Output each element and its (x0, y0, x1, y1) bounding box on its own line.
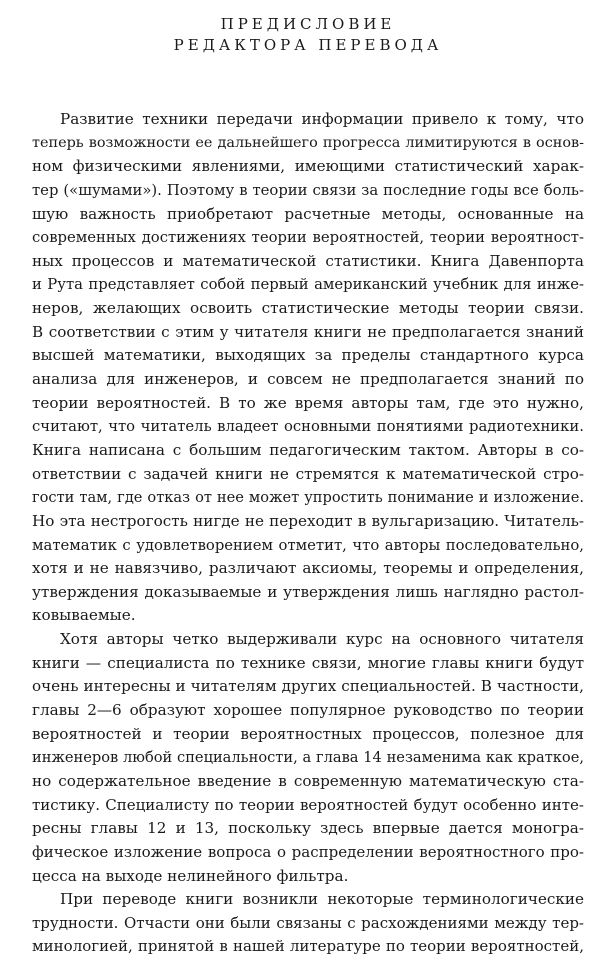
text-line: минологией, принятой в нашей литературе по теории вероятностей, (32, 937, 584, 956)
text-line: неров, желающих освоить статистические методы теории связи. (32, 299, 584, 318)
text-line: хотя и не навязчиво, различают аксиомы, теоремы и определения, (32, 559, 584, 578)
text-line: высшей математики, выходящих за пределы стандартного курса (32, 346, 584, 365)
text-line: теперь возможности ее дальнейшего прогресса лимитируются в основ- (32, 134, 584, 151)
text-line: утверждения доказываемые и утверждения лишь наглядно растол- (32, 582, 584, 601)
text-line: ресны главы 12 и 13, поскольку здесь впервые дается моногра- (32, 819, 584, 838)
text-line: математик с удовлетворением отметит, что авторы последовательно, (32, 536, 584, 554)
text-line: ковываемые. (32, 606, 136, 625)
text-line: трудности. Отчасти они были связаны с расхождениями между тер- (32, 913, 584, 932)
text-line: шую важность приобретают расчетные методы, основанные на (32, 204, 584, 223)
text-line: Но эта нестрогость нигде не переходит в вульгаризацию. Читатель- (32, 511, 584, 530)
text-line: гости там, где отказ от нее может упростить понимание и изложение. (32, 489, 584, 507)
text-line: При переводе книги возникли некоторые терминологические (60, 890, 584, 909)
text-line: очень интересны и читателям других специальностей. В частности, (32, 677, 584, 696)
text-line: но содержательное введение в современную математическую ста- (32, 771, 584, 790)
heading-line-1: ПРЕДИСЛОВИЕ (220, 15, 396, 33)
text-line: тистику. Специалисту по теории вероятностей будут особенно инте- (32, 795, 584, 814)
text-line: В соответствии с этим у читателя книги не предполагается знаний (32, 322, 584, 341)
text-line: книги — специалиста по технике связи, многие главы книги будут (32, 653, 584, 672)
text-line: ответствии с задачей книги не стремятся к математической стро- (32, 464, 584, 483)
text-line: современных достижениях теории вероятностей, теории вероятност- (32, 229, 584, 247)
text-line: Развитие техники передачи информации привело к тому, что (60, 110, 584, 128)
text-line: вероятностей и теории вероятностных процессов, полезное для (32, 724, 584, 743)
text-line: фическое изложение вопроса о распределении вероятностного про- (32, 842, 584, 861)
text-line: Хотя авторы четко выдерживали курс на основного читателя (60, 630, 584, 649)
text-line: тер («шумами»). Поэтому в теории связи за последние годы все боль- (32, 181, 584, 199)
text-line: ном физическими явлениями, имеющими статистический харак- (32, 157, 584, 176)
text-line: анализа для инженеров, и совсем не предполагается знаний по (32, 370, 584, 389)
text-line: и Рута представляет собой первый американский учебник для инже- (32, 276, 584, 294)
text-line: ных процессов и математической статистики. Книга Давенпорта (32, 251, 584, 270)
heading-line-2: РЕДАКТОРА ПЕРЕВОДА (173, 36, 443, 54)
text-line: главы 2—6 образуют хорошее популярное руководство по теории (32, 701, 584, 720)
text-line: инженеров любой специальности, а глава 14 незаменима как краткое, (32, 749, 584, 767)
document-page (32, 14, 584, 959)
text-line: считают, что читатель владеет основными понятиями радиотехники. (32, 418, 584, 436)
text-line: цесса на выходе нелинейного фильтра. (32, 866, 349, 885)
page-heading (32, 14, 584, 56)
text-line: теории вероятностей. В то же время авторы там, где это нужно, (32, 393, 584, 412)
body-text (32, 108, 584, 959)
text-line: Книга написана с большим педагогическим тактом. Авторы в со- (32, 440, 584, 459)
